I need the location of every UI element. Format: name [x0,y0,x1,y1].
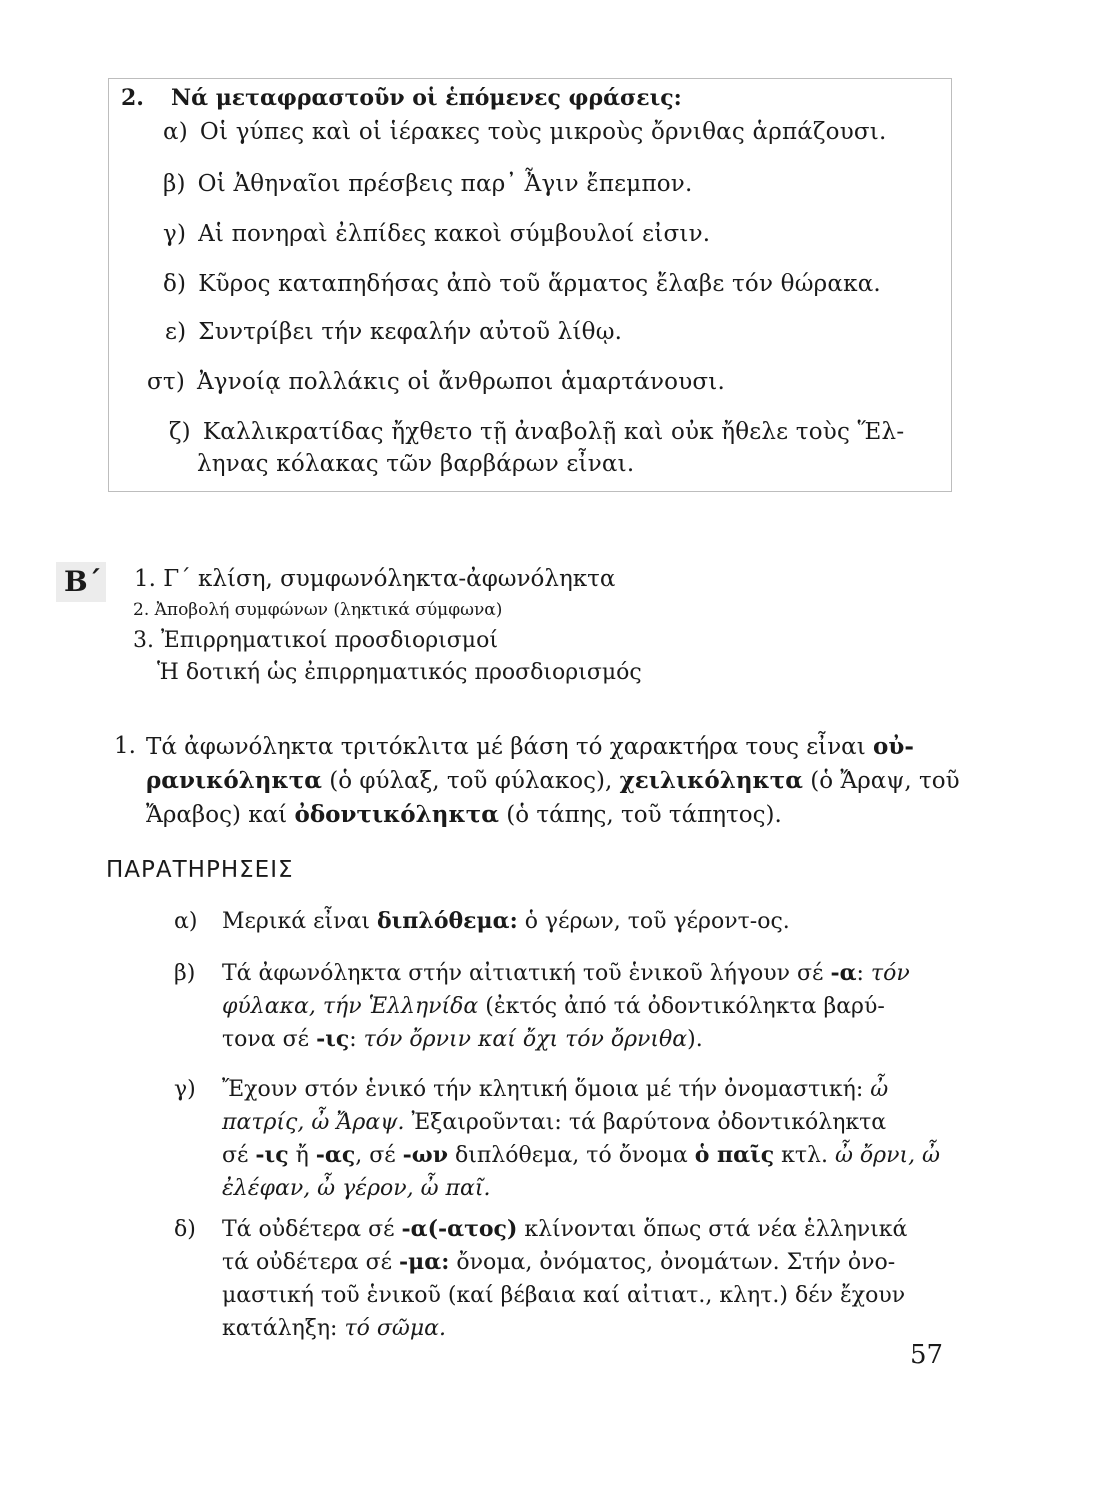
text-run: : [856,961,871,986]
bold-term: -ας [315,1142,356,1168]
italic-term: τόν [870,961,910,986]
text-run: ). [687,1027,703,1052]
italic-term: φύλακα, τήν Ἑλληνίδα [222,994,479,1019]
italic-term: ἐλέφαν, ὦ γέρον, ὦ παῖ. [222,1176,491,1201]
text-run: : [349,1027,364,1052]
paragraph-body [146,730,960,832]
note-marker: γ) [174,1077,196,1102]
italic-term: ὦ ὄρνι, ὦ [834,1143,940,1168]
text-run: Τά οὐδέτερα σέ [222,1217,402,1242]
topic-3-subtitle: Ἡ δοτική ὡς ἐπιρρηματικός προσδιορισμός [157,660,642,685]
bold-term: ὀδοντικόληκτα [294,801,499,828]
note-body [222,957,910,1056]
item-marker: α) [163,119,188,145]
item-marker: ζ) [169,419,191,445]
text-run: Τά ἀφωνόληκτα τριτόκλιτα μέ βάση τό χαρακτήρα τους εἶναι [146,734,874,760]
note-line [222,1172,940,1205]
note-marker: β) [174,961,196,986]
item-text: Αἱ πονηραὶ ἐλπίδες κακοὶ σύμβουλοί εἰσιν. [198,221,711,247]
text-run: Ἄραβος) καί [146,802,295,828]
text-run: ὄνομα, ὀνόματος, ὀνομάτων. Στήν ὀνο- [449,1250,896,1275]
note-body [222,905,790,938]
note-line [222,1213,907,1246]
note-line [222,905,790,938]
item-marker: ε) [165,319,187,345]
italic-term: ὦ [870,1077,889,1102]
topic-3: 3. Ἐπιρρηματικοί προσδιορισμοί [133,628,498,653]
bold-term: -μα: [399,1249,450,1275]
bold-term: χειλικόληκτα [619,767,803,794]
note-marker: δ) [174,1217,196,1242]
exercise-item [163,171,693,197]
exercise-heading [121,85,682,111]
note-line [222,1312,907,1345]
text-run: τά οὐδέτερα σέ [222,1250,400,1275]
paragraph-line [146,764,960,798]
note-line [222,1246,907,1279]
section-marker: Β΄ [56,562,106,602]
italic-term: τόν ὄρνιν καί ὄχι τόν ὄρνιθα [363,1027,688,1052]
note-line [222,1106,940,1139]
topic-1: 1. Γ΄ κλίση, συμφωνόληκτα-ἀφωνόληκτα [134,566,616,592]
text-run: ὁ γέρων, τοῦ γέροντ-ος. [517,909,790,934]
italic-term: πατρίς, ὦ Ἄραψ. [222,1110,405,1135]
bold-term: -ις [255,1142,289,1168]
item-text: Κῦρος καταπηδήσας ἀπὸ τοῦ ἅρματος ἔλαβε τόν θώρακα. [198,271,881,297]
text-run: Μερικά εἶναι [222,909,377,934]
item-marker: γ) [163,221,187,247]
bold-term: -α(-ατος) [401,1216,518,1242]
exercise-item [169,419,904,445]
item-marker: στ) [147,369,185,395]
item-text: Οἱ γύπες καὶ οἱ ἱέρακες τοὺς μικροὺς ὄρνιθας ἁρπάζουσι. [199,119,887,145]
text-run: κτλ. [774,1143,835,1168]
paragraph-number: 1. [114,733,136,759]
page-number: 57 [910,1340,944,1370]
exercise-item [165,319,622,345]
bold-term: -ων [402,1142,448,1168]
item-text: Συντρίβει τήν κεφαλήν αὐτοῦ λίθῳ. [198,319,623,345]
bold-term: ὁ παῖς [694,1142,775,1168]
bold-term: -α [830,960,857,986]
text-run: διπλόθεμα, τό ὄνομα [447,1143,695,1168]
observations-title: ΠΑΡΑΤΗΡΗΣΕΙΣ [106,857,294,883]
text-run: (ὁ φύλαξ, τοῦ φύλακος), [321,768,620,794]
exercise-item-continuation: ληνας κόλακας τῶν βαρβάρων εἶναι. [197,451,635,477]
text-run: (ὁ τάπης, τοῦ τάπητος). [498,802,782,828]
paragraph-line [146,798,954,832]
note-line: μαστική τοῦ ἑνικοῦ (καί βέβαια καί αἰτιατ., κλητ.) δέν ἔχουν [222,1283,906,1308]
text-run: (ὁ Ἄραψ, τοῦ [802,768,960,794]
text-run: (ἐκτός ἀπό τά ὀδοντικόληκτα βαρύ- [478,994,885,1019]
text-run: Ἔχουν στόν ἑνικό τήν κλητική ὅμοια μέ τήν ὀνομαστική: [222,1077,871,1102]
bold-term: οὐ- [873,733,914,760]
paragraph-line [146,730,954,764]
bold-term: ρανικόληκτα [146,767,322,794]
item-marker: δ) [163,271,187,297]
note-line [222,990,910,1023]
bold-term: διπλόθεμα: [376,908,518,934]
note-line [222,1073,940,1106]
note-marker: α) [174,909,198,934]
exercise-item [147,369,725,395]
note-body [222,1073,940,1205]
item-marker: β) [163,171,186,197]
note-line [222,957,910,990]
text-run: σέ [222,1143,256,1168]
exercise-number: 2. [121,85,144,111]
bold-term: -ις [316,1026,350,1052]
topic-2: 2. Ἀποβολή συμφώνων (ληκτικά σύμφωνα) [133,600,503,620]
text-run: Τά ἀφωνόληκτα στήν αἰτιατική τοῦ ἑνικοῦ λήγουν σέ [222,961,831,986]
exercise-item [163,271,881,297]
exercise-item [163,221,710,247]
item-text: Καλλικρατίδας ἤχθετο τῇ ἀναβολῇ καὶ οὐκ ἤθελε τοὺς Ἕλ- [202,419,905,445]
exercise-title: Νά μεταφραστοῦν οἱ ἑπόμενες φράσεις: [171,85,682,111]
item-text: Ἀγνοίᾳ πολλάκις οἱ ἄνθρωποι ἁμαρτάνουσι. [197,369,726,395]
text-run: κλίνονται ὅπως στά νέα ἑλληνικά [517,1217,908,1242]
text-run: ἤ [288,1143,316,1168]
item-text: Οἱ Ἀθηναῖοι πρέσβεις παρ᾽ Ἆγιν ἔπεμπον. [197,171,693,197]
exercise-item [163,119,887,145]
italic-term: τό σῶμα. [344,1316,446,1341]
note-line [222,1139,940,1172]
text-run: , σέ [355,1143,403,1168]
text-run: Ἐξαιροῦνται: τά βαρύτονα ὀδοντικόληκτα [404,1110,887,1135]
note-line [222,1023,910,1056]
note-body [222,1213,907,1345]
text-run: κατάληξη: [222,1316,345,1341]
exercise-box [108,78,952,492]
text-run: τονα σέ [222,1027,317,1052]
